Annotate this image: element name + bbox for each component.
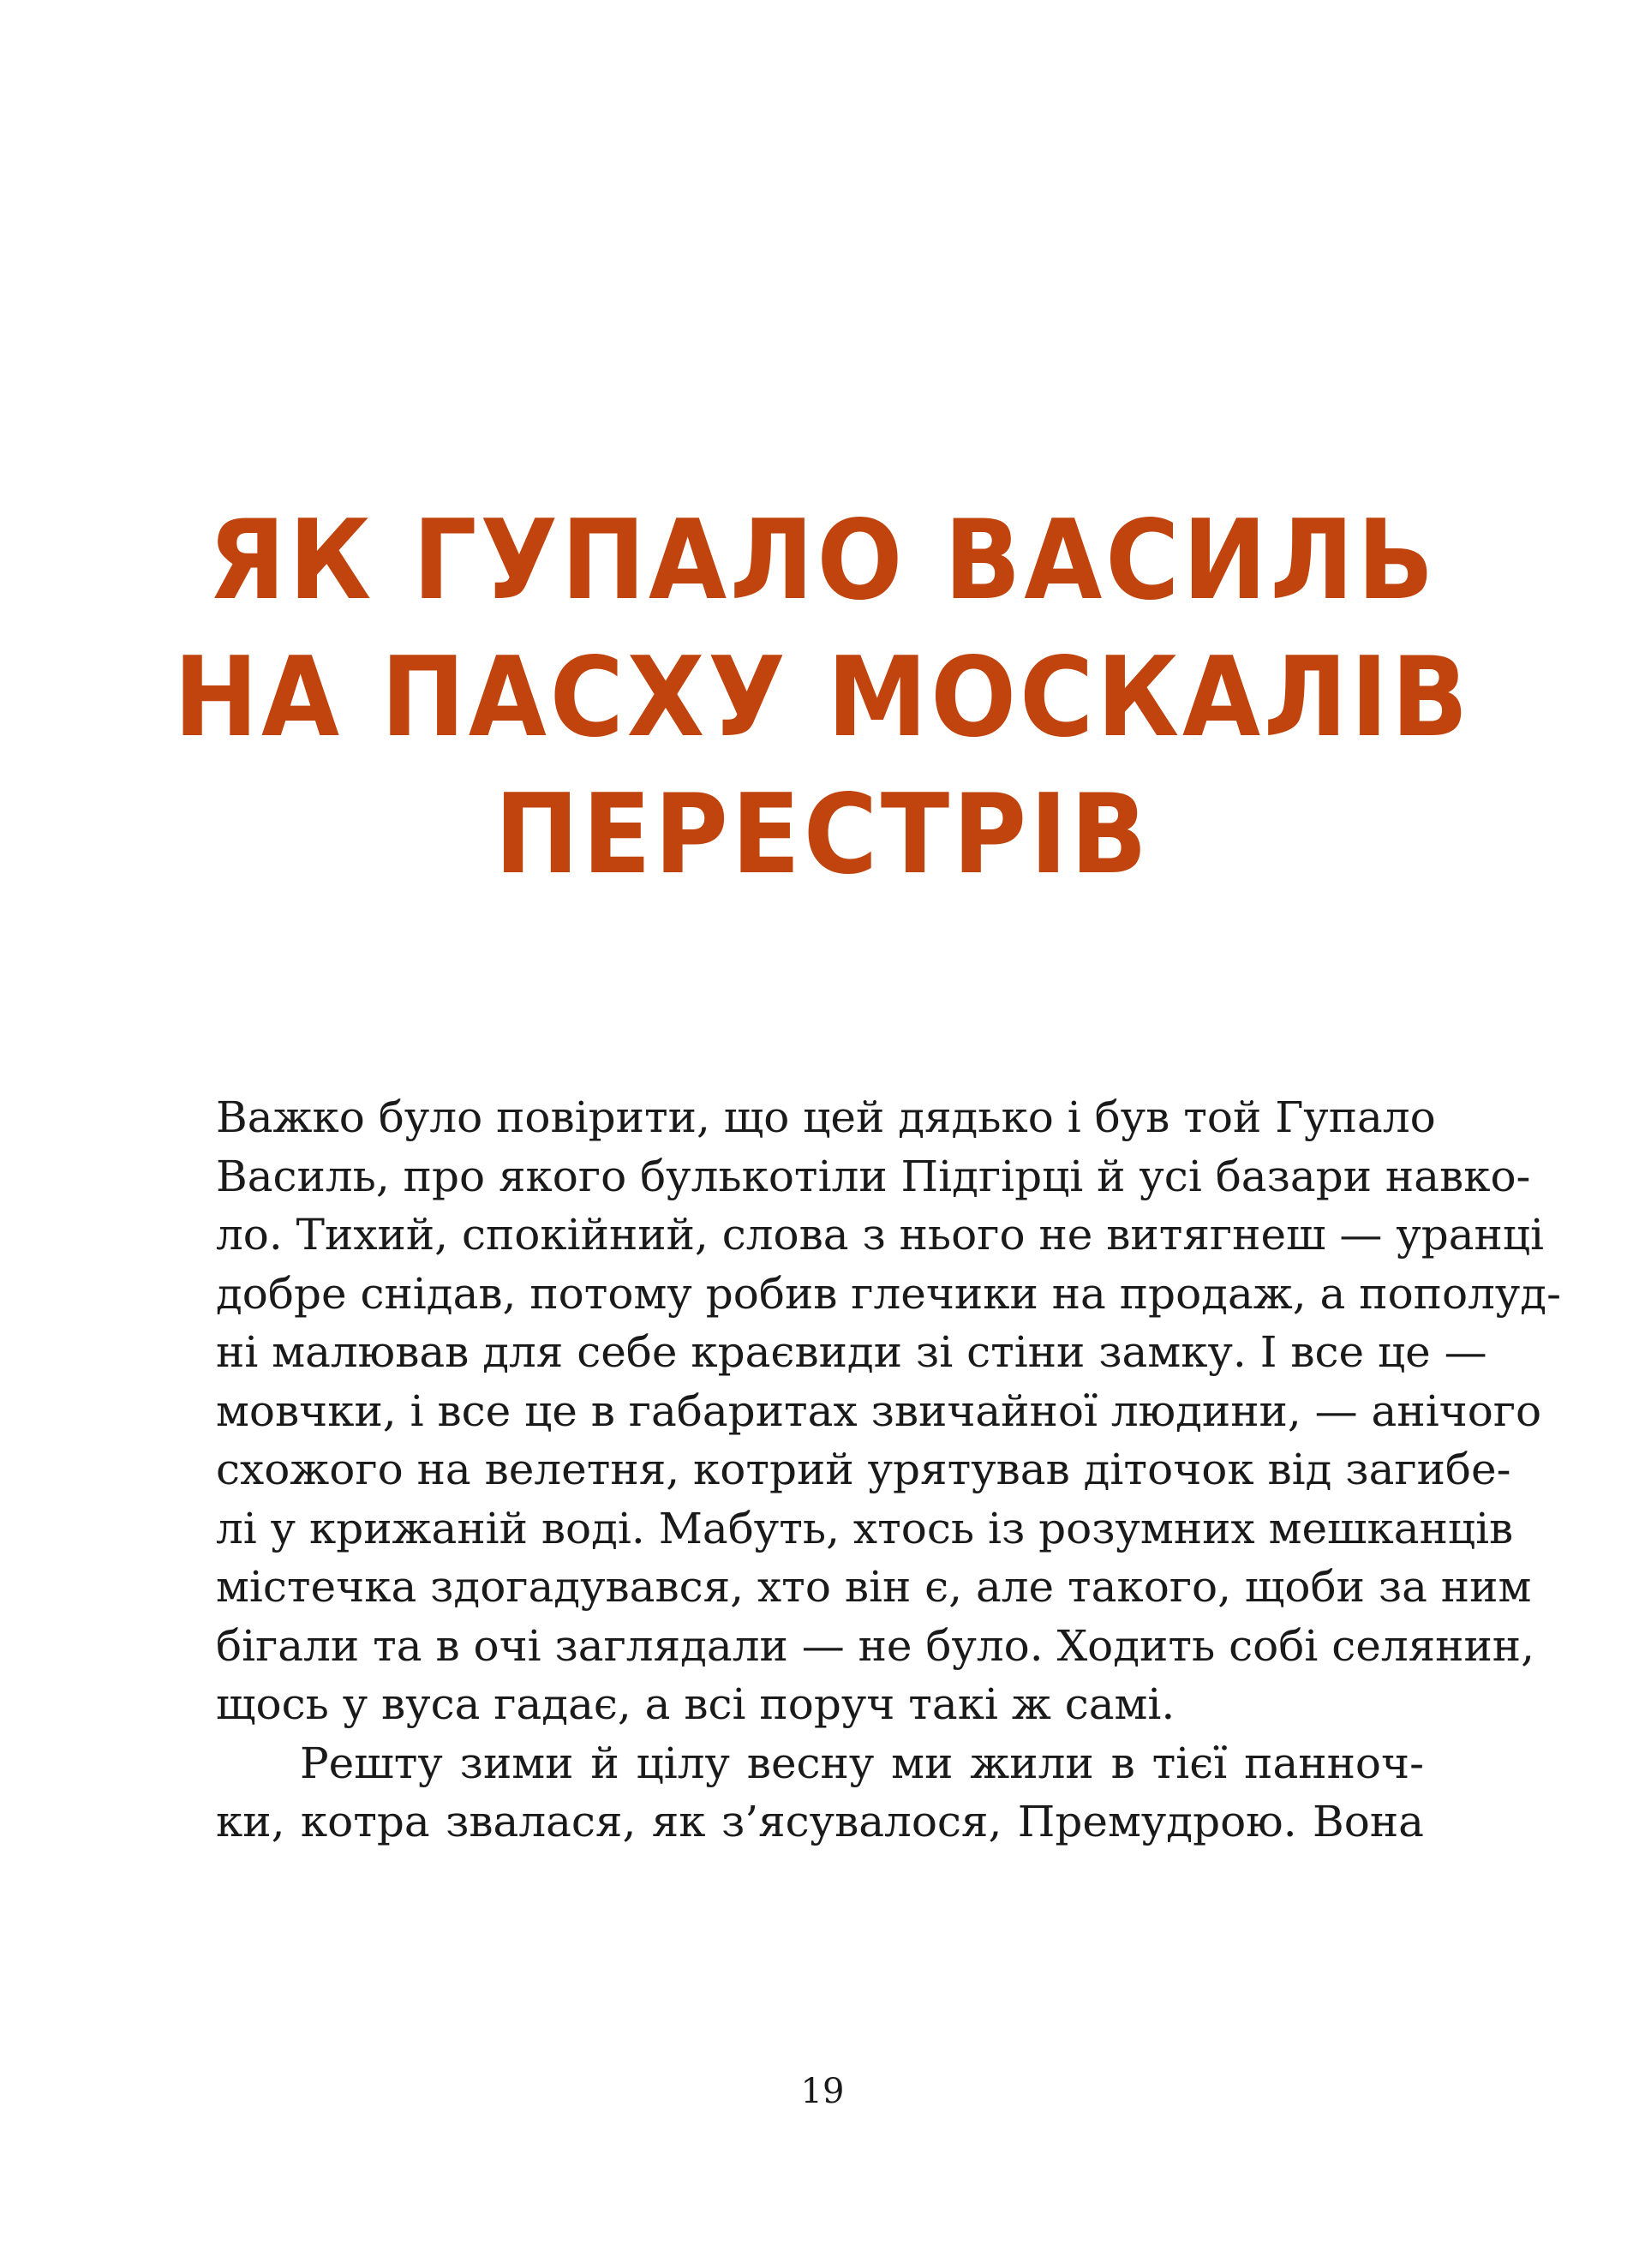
body-line: ні малював для себе краєвиди зі стіни замку. І все це — xyxy=(216,1327,1487,1377)
body-line: бігали та в очі заглядали — не було. Ходить собі селянин, xyxy=(216,1620,1535,1671)
body-line: Важко було повірити, що цей дядько і був той Гупало xyxy=(216,1092,1436,1142)
body-line: ки, котра звалася, як з’ясувалося, Премудрою. Вона xyxy=(216,1797,1424,1846)
body-line-paragraph-start: Решту зими й цілу весну ми жили в тієї панноч- xyxy=(300,1738,1424,1788)
body-line: ло. Тихий, спокійний, слова з нього не витягнеш — уранці xyxy=(216,1210,1545,1260)
body-line: мовчки, і все це в габаритах звичайної людини, — анічого xyxy=(216,1385,1542,1436)
chapter-title-line-1: ЯК ГУПАЛО ВАСИЛЬ xyxy=(207,497,1438,625)
body-line: містечка здогадувався, хто він є, але такого, щоби за ним xyxy=(216,1562,1532,1612)
chapter-body xyxy=(216,1088,1561,1852)
chapter-title-line-3: ПЕРЕСТРІВ xyxy=(494,771,1151,899)
page-number: 19 xyxy=(800,2072,845,2111)
body-line: щось у вуса гадає, а всі поруч такі ж самі. xyxy=(216,1679,1175,1729)
body-line: схожого на велетня, котрий урятував діточок від загибе- xyxy=(216,1445,1511,1494)
body-line: добре снідав, потому робив глечики на продаж, а пополуд- xyxy=(216,1268,1561,1319)
body-line: лі у крижаній воді. Мабуть, хтось із розумних мешканців xyxy=(216,1503,1514,1553)
body-line: Василь, про якого булькотіли Підгірці й усі базари навко- xyxy=(216,1151,1531,1201)
chapter-title-line-2: НА ПАСХУ МОСКАЛІВ xyxy=(173,634,1472,762)
chapter-title xyxy=(66,493,1579,904)
